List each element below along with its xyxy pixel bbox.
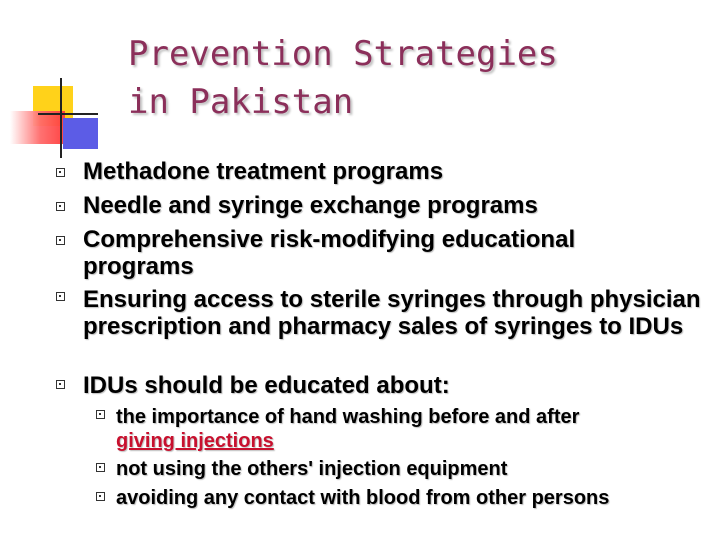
red-gradient-bar [10,111,65,144]
bullet-square-icon [56,292,65,301]
horizontal-rule [38,113,98,115]
bullet-square-icon [56,168,65,177]
bullet-item-1: Methadone treatment programs [83,158,444,185]
sub-bullet-square-icon [96,463,105,472]
bullet-square-icon [56,236,65,245]
sub-bullet-square-icon [96,410,105,419]
sub-bullet-item-3: avoiding any contact with blood from other persons [116,487,610,509]
sub-bullet-item-1-text: the importance of hand washing before and after [116,406,580,428]
bullet-square-icon [56,202,65,211]
bullet-item-5: IDUs should be educated about: [83,372,450,399]
blue-square [63,118,98,149]
bullet-item-4: Ensuring access to sterile syringes through physician prescription and pharmacy sales of syringes to IDUs [83,286,701,340]
sub-bullet-square-icon [96,492,105,501]
bullet-item-2: Needle and syringe exchange programs [83,192,538,219]
bullet-item-3: Comprehensive risk-modifying educational programs [83,226,576,280]
sub-bullet-item-1 [116,405,716,429]
title-line-1: Prevention Strategies [128,34,558,74]
highlighted-text: giving injections [116,430,274,452]
sub-bullet-item-1-continued [116,429,716,453]
vertical-rule [60,78,62,158]
sub-bullet-item-2: not using the others' injection equipment [116,458,508,480]
title-line-2: in Pakistan [128,82,354,122]
bullet-square-icon [56,380,65,389]
slide-title [128,30,688,126]
